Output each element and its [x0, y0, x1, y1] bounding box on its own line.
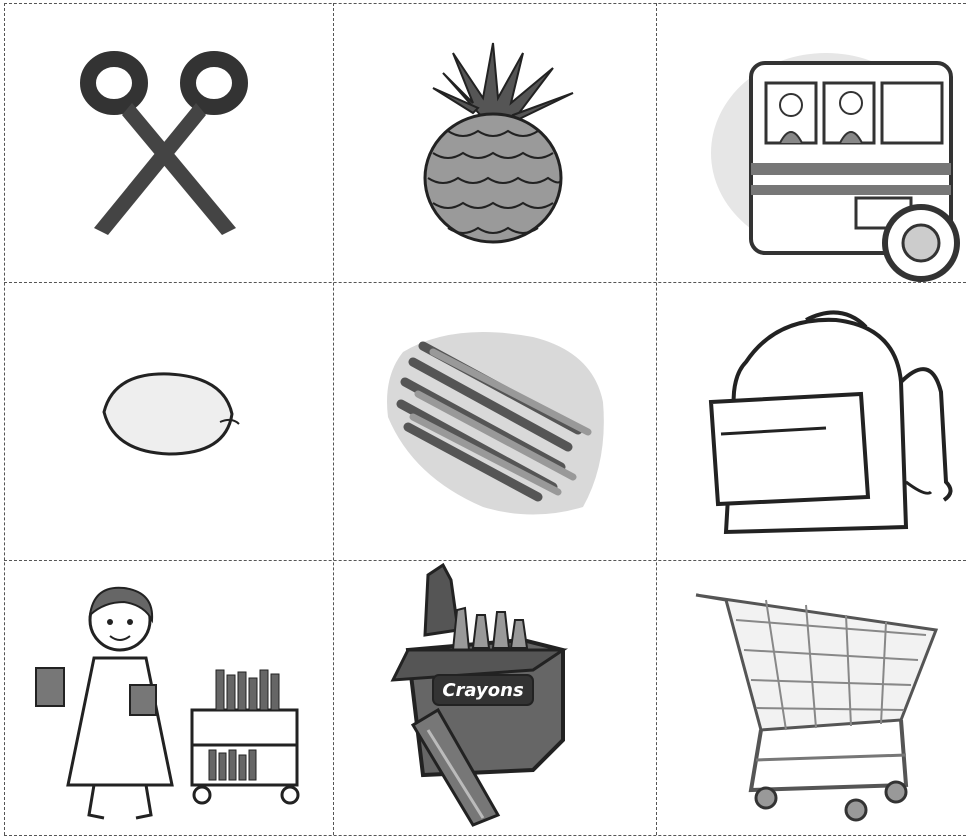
card-lemon [4, 282, 333, 560]
pineapple-icon [333, 3, 656, 282]
lemon-icon [4, 282, 333, 560]
scissors-icon [4, 3, 333, 282]
backpack-icon [656, 282, 970, 560]
school-bus-icon [656, 3, 970, 282]
card-school-bus [656, 3, 970, 282]
shopping-cart-icon [656, 560, 970, 835]
card-colored-pencils [333, 282, 656, 560]
colored-pencils-icon [333, 282, 656, 560]
librarian-icon [4, 560, 333, 835]
card-backpack [656, 282, 970, 560]
card-scissors [4, 3, 333, 282]
crayons-box-label: Crayons [442, 680, 524, 701]
grid-line-bottom [4, 835, 966, 836]
card-shopping-cart [656, 560, 970, 835]
crayons-box-icon [333, 560, 656, 835]
card-crayons-box [333, 560, 656, 835]
card-pineapple [333, 3, 656, 282]
card-librarian [4, 560, 333, 835]
